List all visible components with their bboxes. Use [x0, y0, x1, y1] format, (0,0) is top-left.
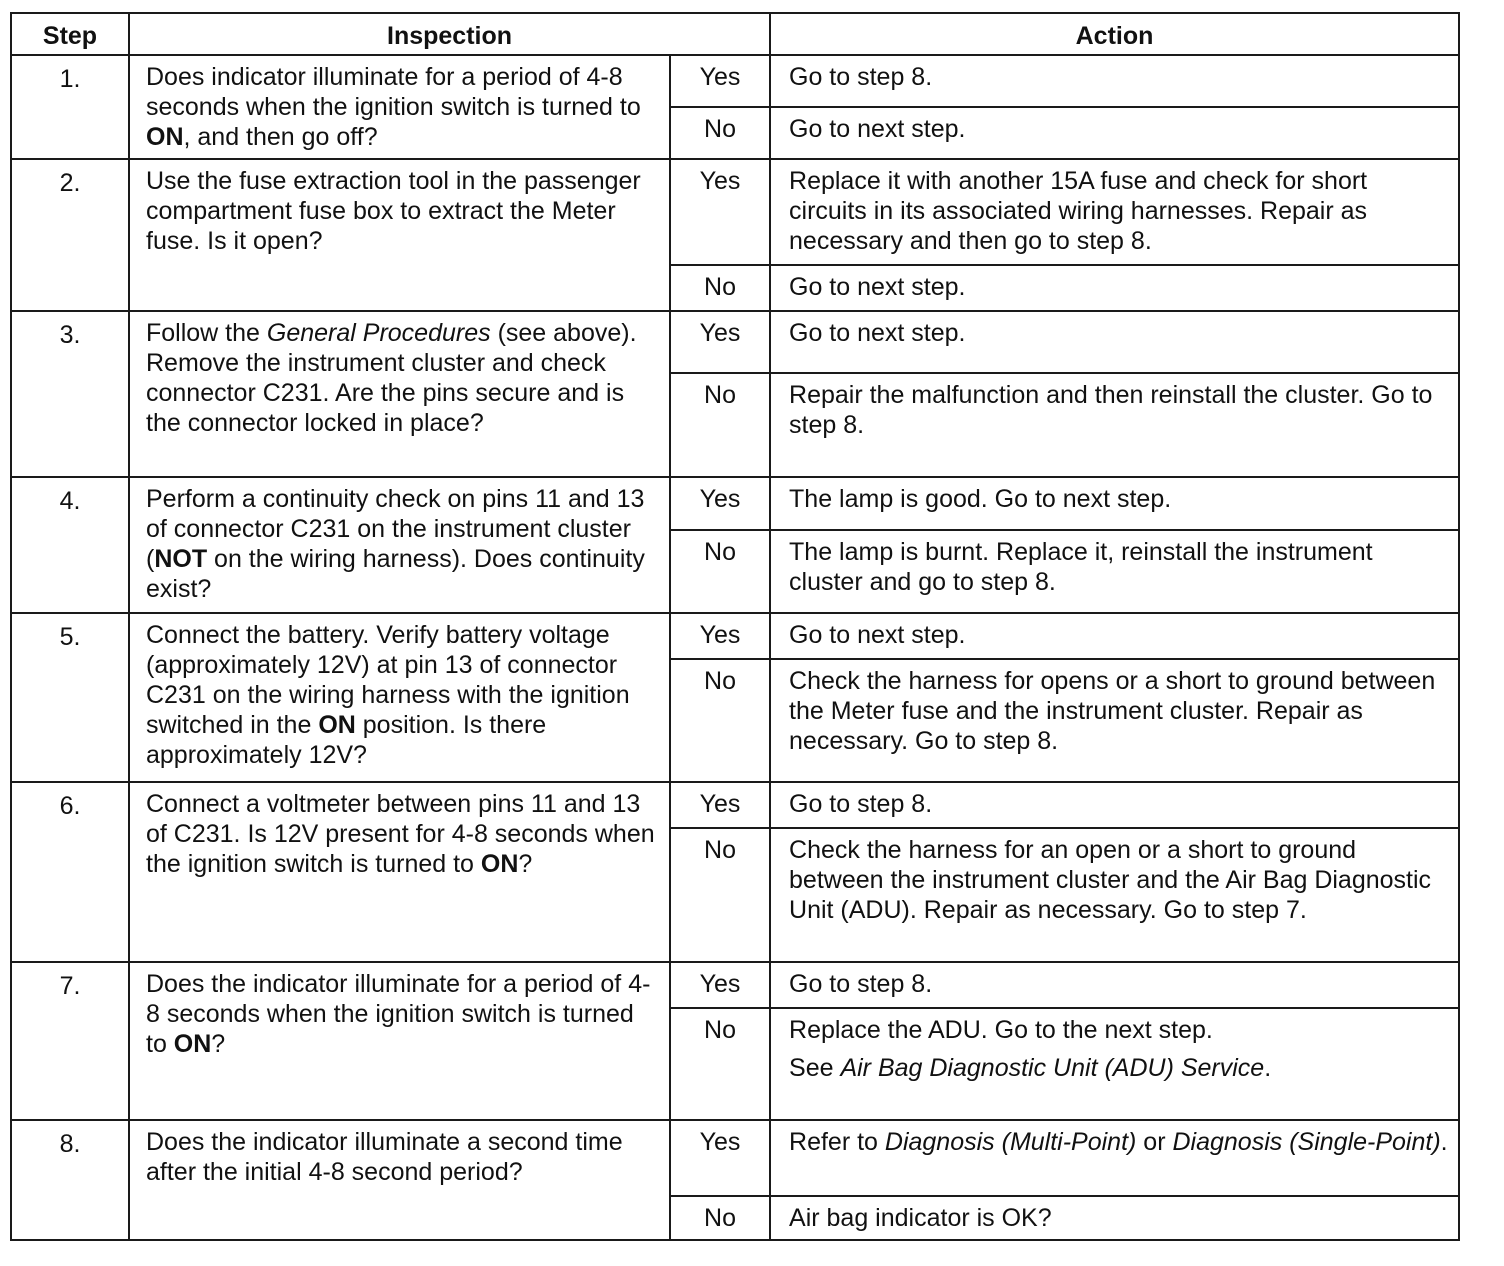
table-row [11, 962, 1459, 1008]
action-text [770, 828, 1459, 962]
diagnostic-table [10, 12, 1460, 1241]
action-text [770, 1008, 1459, 1120]
action-text [770, 265, 1459, 311]
bold-text: ON [146, 123, 184, 151]
inspection-text [129, 159, 670, 311]
text-segment: Go to step 8. [789, 970, 933, 998]
answer-no: No [670, 659, 770, 782]
text-segment: Does indicator illuminate for a period of 4-8 seconds when the ignition switch is turned to [146, 63, 641, 121]
answer-no: No [670, 265, 770, 311]
bold-text: ON [318, 711, 356, 739]
inspection-text [129, 1120, 670, 1240]
text-segment: on the wiring harness). Does continuity exist? [146, 545, 645, 603]
text-segment: The lamp is burnt. Replace it, reinstall the instrument cluster and go to step 8. [789, 538, 1373, 596]
text-segment: Check the harness for an open or a short to ground between the instrument cluster and the Air Bag Diagnostic Unit (ADU). Repair as necessary. Go to step 7. [789, 836, 1432, 924]
bold-text: NOT [154, 545, 208, 573]
answer-no: No [670, 107, 770, 159]
bold-text: ON [480, 850, 519, 878]
text-segment: Go to next step. [789, 115, 966, 143]
table-row [11, 782, 1459, 828]
action-text [770, 659, 1459, 782]
text-segment: Connect a voltmeter between pins 11 and 13 of C231. Is 12V present for 4-8 seconds when the ignition switch is turned to [146, 790, 655, 878]
text-segment: Connect the battery. Verify battery voltage (approximately 12V) at pin 13 of connector C231 on the wiring harness with the ignition switched in the [146, 621, 630, 739]
table-row [11, 1120, 1459, 1196]
answer-yes: Yes [670, 55, 770, 107]
answer-yes: Yes [670, 613, 770, 659]
bold-text: ON [173, 1030, 212, 1058]
action-text [770, 782, 1459, 828]
text-segment: ? [211, 1030, 226, 1058]
action-text [770, 613, 1459, 659]
text-segment: Check the harness for opens or a short to ground between the Meter fuse and the instrument cluster. Repair as necessary. Go to step 8. [789, 667, 1436, 755]
inspection-text [129, 477, 670, 613]
step-number: 5. [11, 613, 129, 782]
text-segment: Does the indicator illuminate for a period of 4-8 seconds when the ignition switch is turned to [146, 970, 651, 1058]
table-row [11, 613, 1459, 659]
answer-yes: Yes [670, 159, 770, 265]
answer-no: No [670, 530, 770, 613]
text-segment: Use the fuse extraction tool in the passenger compartment fuse box to extract the Meter fuse. Is it open? [146, 167, 641, 255]
italic-reference: General Procedures [266, 319, 491, 347]
text-segment: Replace it with another 15A fuse and check for short circuits in its associated wiring harnesses. Repair as necessary and then go to step 8. [789, 167, 1368, 255]
text-segment: , and then go off? [183, 123, 378, 151]
text-segment: Repair the malfunction and then reinstall the cluster. Go to step 8. [789, 381, 1433, 439]
italic-reference: Diagnosis (Single-Point) [1172, 1128, 1441, 1156]
answer-yes: Yes [670, 962, 770, 1008]
answer-no: No [670, 373, 770, 477]
action-text [770, 477, 1459, 530]
step-number: 7. [11, 962, 129, 1120]
action-text [770, 373, 1459, 477]
action-text [770, 107, 1459, 159]
answer-yes: Yes [670, 477, 770, 530]
table-row [11, 311, 1459, 373]
header-step: Step [11, 13, 129, 55]
step-number: 3. [11, 311, 129, 477]
text-segment: or [1136, 1128, 1173, 1156]
answer-no: No [670, 828, 770, 962]
text-segment: (see above). Remove the instrument cluster and check connector C231. Are the pins secure and is the connector locked in place? [146, 319, 637, 437]
action-text [770, 159, 1459, 265]
text-segment: Go to next step. [789, 319, 966, 347]
text-segment: Perform a continuity check on pins 11 and 13 of connector C231 on the instrument cluster ( [146, 485, 645, 573]
step-number: 4. [11, 477, 129, 613]
text-segment: Go to step 8. [789, 63, 933, 91]
inspection-text [129, 782, 670, 962]
step-number: 1. [11, 55, 129, 159]
text-segment: Does the indicator illuminate a second time after the initial 4-8 second period? [146, 1128, 623, 1186]
action-text [770, 55, 1459, 107]
action-text [770, 1196, 1459, 1240]
action-text [770, 1120, 1459, 1196]
table-row [11, 159, 1459, 265]
step-number: 8. [11, 1120, 129, 1240]
answer-yes: Yes [670, 1120, 770, 1196]
action-text [770, 962, 1459, 1008]
step-number: 6. [11, 782, 129, 962]
action-text [770, 311, 1459, 373]
header-action: Action [770, 13, 1459, 55]
text-segment: position. Is there approximately 12V? [146, 711, 547, 769]
header-row [11, 13, 1459, 55]
text-segment: . [1264, 1054, 1272, 1082]
text-segment: See [789, 1054, 841, 1082]
inspection-text [129, 55, 670, 159]
step-number: 2. [11, 159, 129, 311]
inspection-text [129, 613, 670, 782]
text-segment: Refer to [789, 1128, 885, 1156]
inspection-text [129, 311, 670, 477]
italic-reference: Air Bag Diagnostic Unit (ADU) Service [840, 1054, 1265, 1082]
text-segment: Go to step 8. [789, 790, 933, 818]
italic-reference: Diagnosis (Multi-Point) [884, 1128, 1137, 1156]
text-segment: Go to next step. [789, 621, 966, 649]
answer-no: No [670, 1008, 770, 1120]
inspection-text [129, 962, 670, 1120]
table-row [11, 477, 1459, 530]
action-text [770, 530, 1459, 613]
answer-yes: Yes [670, 311, 770, 373]
answer-yes: Yes [670, 782, 770, 828]
header-inspection: Inspection [129, 13, 770, 55]
text-segment: Air bag indicator is OK? [789, 1204, 1052, 1232]
action-note [789, 1053, 1450, 1083]
table-row [11, 55, 1459, 107]
text-segment: . [1440, 1128, 1448, 1156]
text-segment: The lamp is good. Go to next step. [789, 485, 1172, 513]
text-segment: ? [518, 850, 533, 878]
text-segment: Go to next step. [789, 273, 966, 301]
answer-no: No [670, 1196, 770, 1240]
text-segment: Replace the ADU. Go to the next step. [789, 1016, 1213, 1044]
text-segment: Follow the [146, 319, 267, 347]
table-body [11, 55, 1459, 1240]
